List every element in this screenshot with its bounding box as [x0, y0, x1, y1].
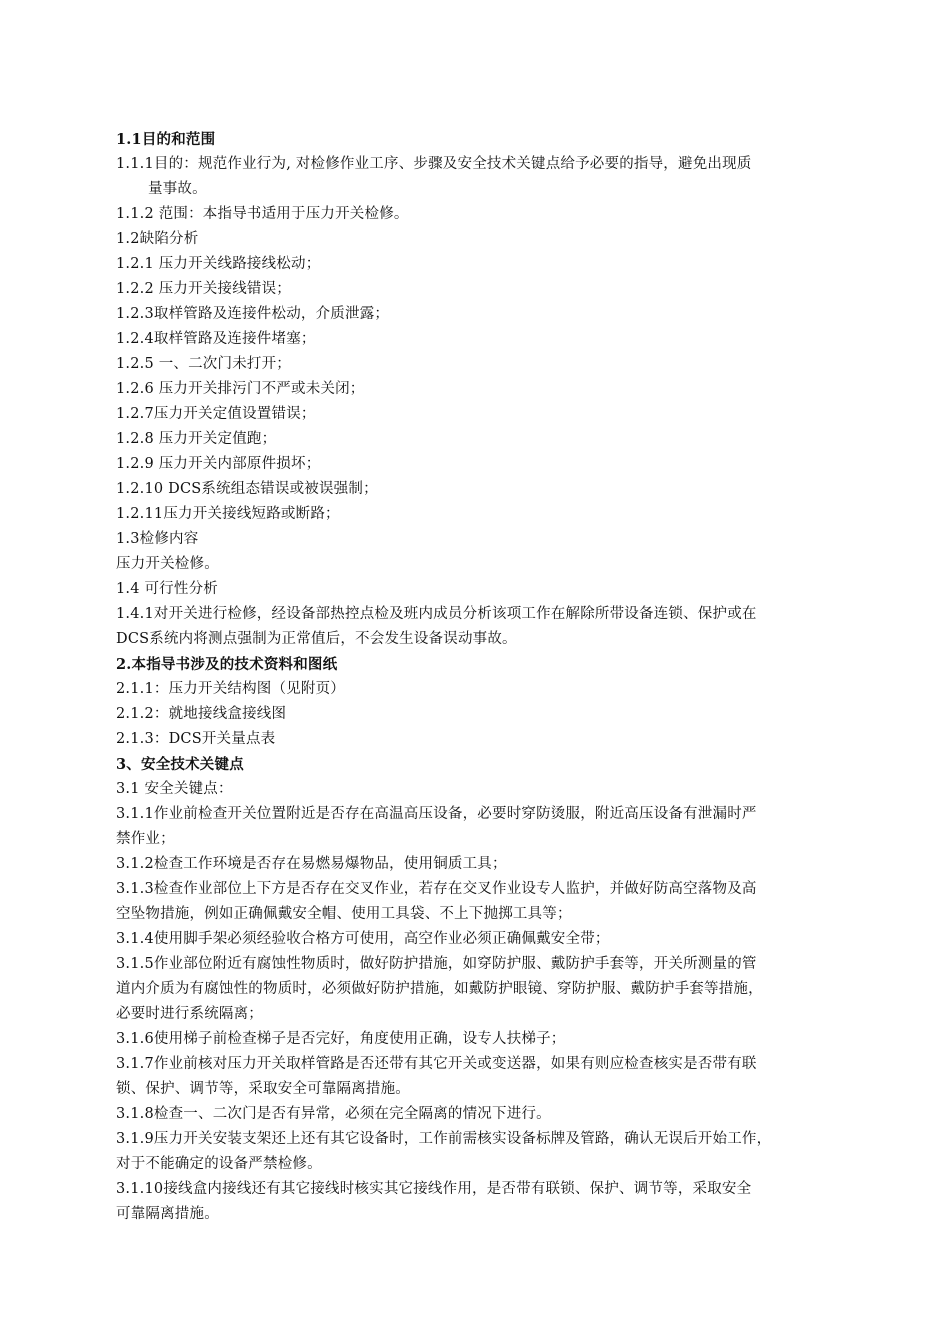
text-line: 1.1.2 范围：本指导书适用于压力开关检修。	[116, 206, 409, 222]
text-line: 1.2.6 压力开关排污门不严或未关闭；	[116, 381, 365, 397]
text-line: 1.2.11压力开关接线短路或断路；	[116, 506, 340, 522]
text-line: 1.4 可行性分析	[116, 581, 218, 597]
section-heading: 3、安全技术关键点	[116, 756, 244, 773]
text-line: 对于不能确定的设备严禁检修。	[116, 1156, 322, 1172]
text-line: 3.1.1作业前检查开关位置附近是否存在高温高压设备，必要时穿防烫服，附近高压设备有泄漏时严	[116, 806, 757, 822]
text-line: 可靠隔离措施。	[116, 1206, 219, 1222]
text-line: 1.2.7压力开关定值设置错误；	[116, 406, 316, 422]
text-line: DCS系统内将测点强制为正常值后，不会发生设备误动事故。	[116, 631, 517, 647]
text-line: 2.1.1：压力开关结构图（见附页）	[116, 681, 345, 697]
text-line: 1.2.10 DCS系统组态错误或被误强制；	[116, 481, 378, 497]
section-heading: 2.本指导书涉及的技术资料和图纸	[116, 656, 338, 673]
text-line: 1.4.1对开关进行检修，经设备部热控点检及班内成员分析该项工作在解除所带设备连锁、保护或在	[116, 606, 757, 622]
text-line: 1.1.1目的：规范作业行为, 对检修作业工序、步骤及安全技术关键点给予必要的指导，避免出现质	[116, 156, 752, 172]
text-line: 3.1.10接线盒内接线还有其它接线时核实其它接线作用，是否带有联锁、保护、调节等，采取安全	[116, 1181, 752, 1197]
text-line: 3.1.9压力开关安装支架还上还有其它设备时，工作前需核实设备标牌及管路，确认无误后开始工作，	[116, 1131, 772, 1147]
document-body	[116, 127, 856, 1227]
text-line: 3.1.2检查工作环境是否存在易燃易爆物品，使用铜质工具；	[116, 856, 507, 872]
text-line: 3.1.3检查作业部位上下方是否存在交叉作业，若存在交叉作业设专人监护，并做好防高空落物及高	[116, 881, 757, 897]
text-line: 1.2.3取样管路及连接件松动，介质泄露；	[116, 306, 390, 322]
text-line: 禁作业；	[116, 831, 175, 847]
text-line: 1.2缺陷分析	[116, 231, 199, 247]
text-line: 3.1 安全关键点：	[116, 781, 233, 797]
text-line: 1.2.4取样管路及连接件堵塞；	[116, 331, 316, 347]
text-line: 3.1.7作业前核对压力开关取样管路是否还带有其它开关或变送器，如果有则应检查核实是否带有联	[116, 1056, 757, 1072]
text-line: 1.3检修内容	[116, 531, 199, 547]
text-line: 1.2.1 压力开关线路接线松动；	[116, 256, 321, 272]
text-line: 2.1.3：DCS开关量点表	[116, 731, 276, 747]
text-line: 2.1.2：就地接线盒接线图	[116, 706, 287, 722]
text-line: 1.2.5 一、二次门未打开；	[116, 356, 292, 372]
text-line: 1.2.8 压力开关定值跑；	[116, 431, 277, 447]
text-line: 必要时进行系统隔离；	[116, 1006, 263, 1022]
text-line: 3.1.4使用脚手架必须经验收合格方可使用，高空作业必须正确佩戴安全带；	[116, 931, 610, 947]
text-line: 空坠物措施，例如正确佩戴安全帽、使用工具袋、不上下抛掷工具等；	[116, 906, 572, 922]
text-line: 1.2.9 压力开关内部原件损坏；	[116, 456, 321, 472]
text-line: 3.1.6使用梯子前检查梯子是否完好，角度使用正确，设专人扶梯子；	[116, 1031, 566, 1047]
text-line: 量事故。	[148, 181, 207, 197]
text-line: 1.2.2 压力开关接线错误；	[116, 281, 292, 297]
section-heading: 1.1目的和范围	[116, 131, 216, 148]
text-line: 压力开关检修。	[116, 556, 219, 572]
text-line: 锁、保护、调节等，采取安全可靠隔离措施。	[116, 1081, 410, 1097]
text-line: 道内介质为有腐蚀性的物质时，必须做好防护措施，如戴防护眼镜、穿防护服、戴防护手套等措施，	[116, 981, 763, 997]
text-line: 3.1.8检查一、二次门是否有异常，必须在完全隔离的情况下进行。	[116, 1106, 551, 1122]
text-line: 3.1.5作业部位附近有腐蚀性物质时，做好防护措施，如穿防护服、戴防护手套等，开关所测量的管	[116, 956, 757, 972]
